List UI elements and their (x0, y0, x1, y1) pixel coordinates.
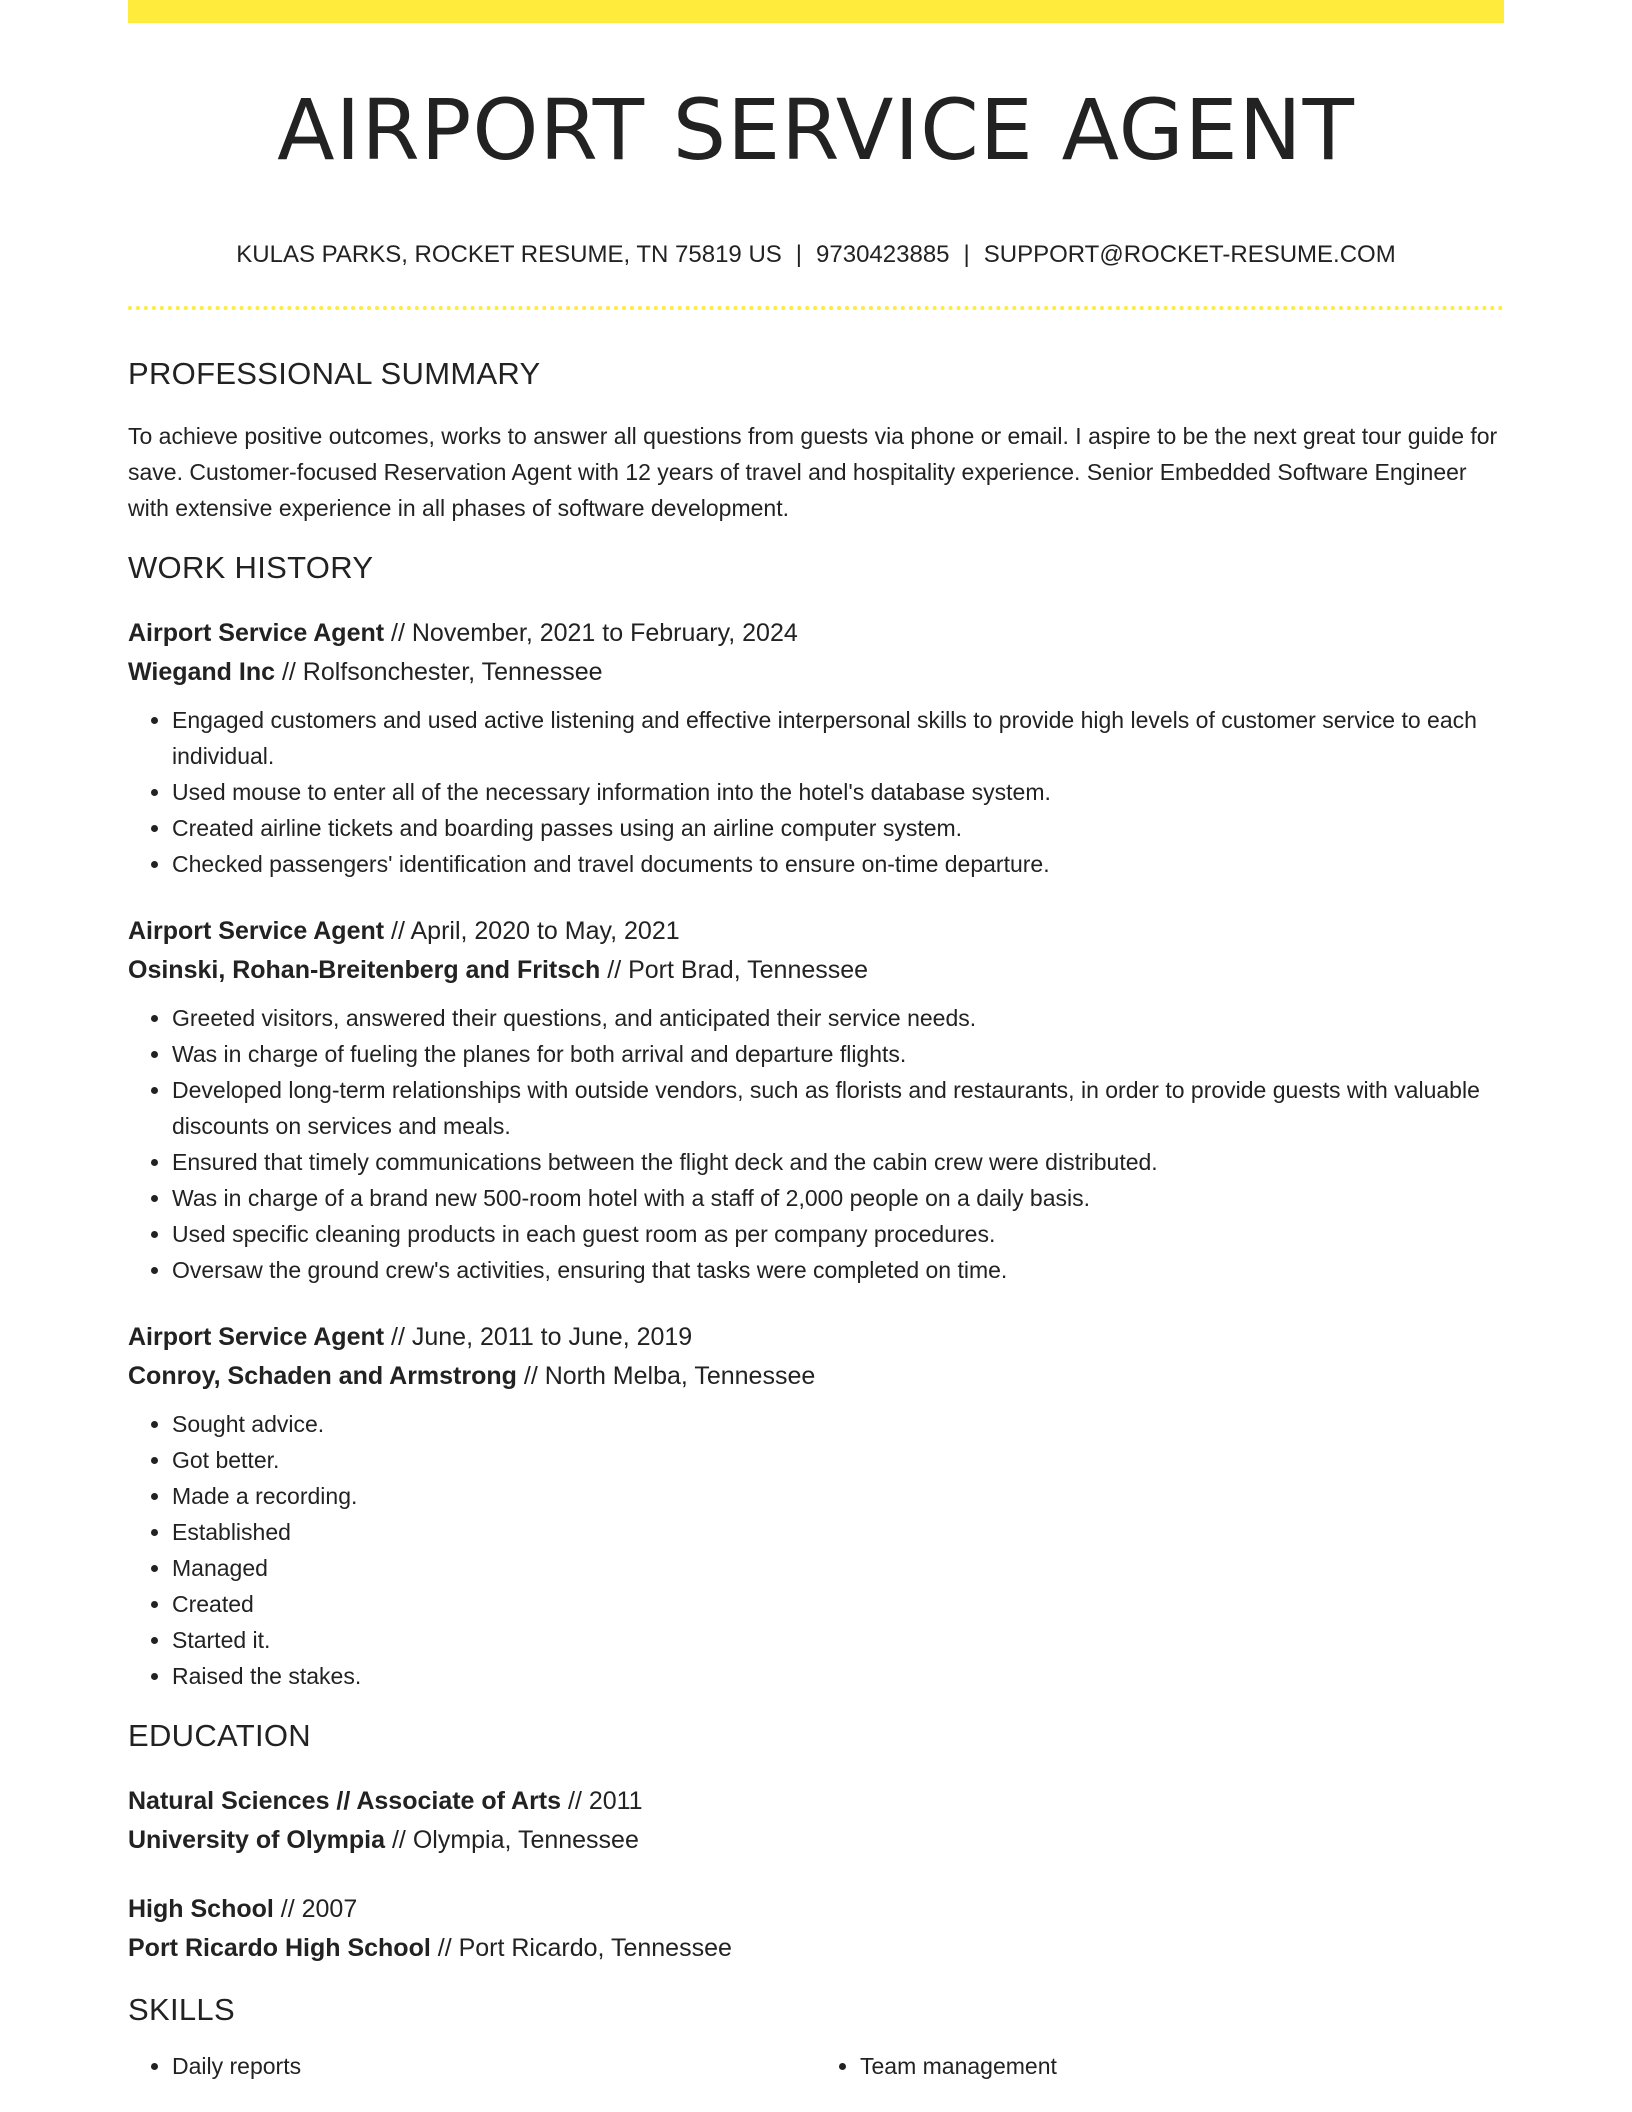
job-role: Airport Service Agent (128, 917, 385, 945)
job-role-line (128, 912, 1504, 951)
education-entry (128, 1782, 1504, 1860)
job-location: // Port Brad, Tennessee (600, 956, 869, 984)
job-dates: // June, 2011 to June, 2019 (384, 1323, 693, 1351)
job-bullet: • Created (172, 1586, 1504, 1622)
education-degree-line (128, 1890, 1504, 1929)
contact-address: KULAS PARKS, ROCKET RESUME, TN 75819 US (236, 241, 782, 268)
job-bullet: • Got better. (172, 1442, 1504, 1478)
job-entry (128, 912, 1504, 1288)
education-year: // 2011 (561, 1787, 643, 1815)
job-bullet: • Oversaw the ground crew's activities, ensuring that tasks were completed on time. (172, 1252, 1504, 1288)
job-role-line (128, 1318, 1504, 1357)
job-bullet: • Started it. (172, 1622, 1504, 1658)
education-school-line (128, 1929, 1504, 1968)
job-bullet: • Was in charge of a brand new 500-room hotel with a staff of 2,000 people on a daily basis. (172, 1180, 1504, 1216)
job-bullet: • Created airline tickets and boarding passes using an airline computer system. (172, 810, 1504, 846)
summary-text: To achieve positive outcomes, works to answer all questions from guests via phone or email. I aspire to be the next great tour guide for save. Customer-focused Reservation Agent with 12 years of travel and hospitality experience. Senior Embedded Software Engineer with extensive experience in all phases of software development. (128, 423, 1498, 521)
job-dates: // November, 2021 to February, 2024 (384, 619, 798, 647)
job-bullet: • Used mouse to enter all of the necessary information into the hotel's database system. (172, 774, 1504, 810)
job-entry (128, 614, 1504, 882)
contact-phone: 9730423885 (816, 241, 950, 268)
job-role: Airport Service Agent (128, 1323, 385, 1351)
job-bullet: • Used specific cleaning products in each guest room as per company procedures. (172, 1216, 1504, 1252)
section-title-skills: SKILLS (128, 1992, 235, 2027)
job-bullet: • Established (172, 1514, 1504, 1550)
skill-item: • Daily reports (172, 2048, 816, 2084)
contact-email[interactable]: SUPPORT@ROCKET-RESUME.COM (983, 241, 1396, 268)
contact-line (128, 237, 1504, 273)
job-bullet: • Raised the stakes. (172, 1658, 1504, 1694)
job-bullet: • Developed long-term relationships with outside vendors, such as florists and restaurants, in order to provide guests with valuable discounts on services and meals. (172, 1072, 1504, 1144)
job-location: // Rolfsonchester, Tennessee (275, 658, 603, 686)
contact-separator: | (963, 241, 970, 268)
job-bullet: • Checked passengers' identification and travel documents to ensure on-time departure. (172, 846, 1504, 882)
education-location: // Olympia, Tennessee (385, 1826, 639, 1854)
education-entry (128, 1890, 1504, 1968)
education-degree: Natural Sciences // Associate of Arts (128, 1787, 562, 1815)
job-bullet: • Made a recording. (172, 1478, 1504, 1514)
accent-top-bar (128, 0, 1504, 23)
education-school: Port Ricardo High School (128, 1934, 431, 1962)
education-year: // 2007 (273, 1895, 358, 1923)
job-bullets (128, 1000, 1504, 1288)
job-company-line (128, 653, 1504, 692)
section-title-education: EDUCATION (128, 1718, 311, 1753)
job-location: // North Melba, Tennessee (516, 1362, 816, 1390)
skills-list-left (128, 2048, 816, 2084)
education-degree: High School (128, 1895, 274, 1923)
contact-separator: | (795, 241, 803, 268)
job-bullets (128, 1406, 1504, 1694)
job-bullet: • Sought advice. (172, 1406, 1504, 1442)
job-bullets (128, 702, 1504, 882)
resume-title: AIRPORT SERVICE AGENT (277, 81, 1355, 179)
job-company: Wiegand Inc (128, 658, 276, 686)
job-bullet: • Greeted visitors, answered their questions, and anticipated their service needs. (172, 1000, 1504, 1036)
job-role: Airport Service Agent (128, 619, 385, 647)
skills-columns (128, 2048, 1504, 2084)
education-degree-line (128, 1782, 1504, 1821)
section-title-summary: PROFESSIONAL SUMMARY (128, 356, 541, 391)
job-company: Conroy, Schaden and Armstrong (128, 1362, 517, 1390)
job-entry (128, 1318, 1504, 1694)
skill-item: • Team management (860, 2048, 1504, 2084)
resume-body (128, 352, 1504, 2084)
education-school: University of Olympia (128, 1826, 386, 1854)
education-school-line (128, 1821, 1504, 1860)
job-dates: // April, 2020 to May, 2021 (384, 917, 680, 945)
job-bullet: • Engaged customers and used active listening and effective interpersonal skills to provide high levels of customer service to each individual. (172, 702, 1504, 774)
job-role-line (128, 614, 1504, 653)
job-bullet: • Was in charge of fueling the planes for both arrival and departure flights. (172, 1036, 1504, 1072)
job-company-line (128, 951, 1504, 990)
job-company-line (128, 1357, 1504, 1396)
job-bullet: • Ensured that timely communications between the flight deck and the cabin crew were distributed. (172, 1144, 1504, 1180)
education-location: // Port Ricardo, Tennessee (430, 1934, 732, 1962)
job-company: Osinski, Rohan-Breitenberg and Fritsch (128, 956, 601, 984)
skills-list-right (816, 2048, 1504, 2084)
dotted-divider (128, 306, 1504, 310)
job-bullet: • Managed (172, 1550, 1504, 1586)
section-title-work-history: WORK HISTORY (128, 550, 374, 585)
